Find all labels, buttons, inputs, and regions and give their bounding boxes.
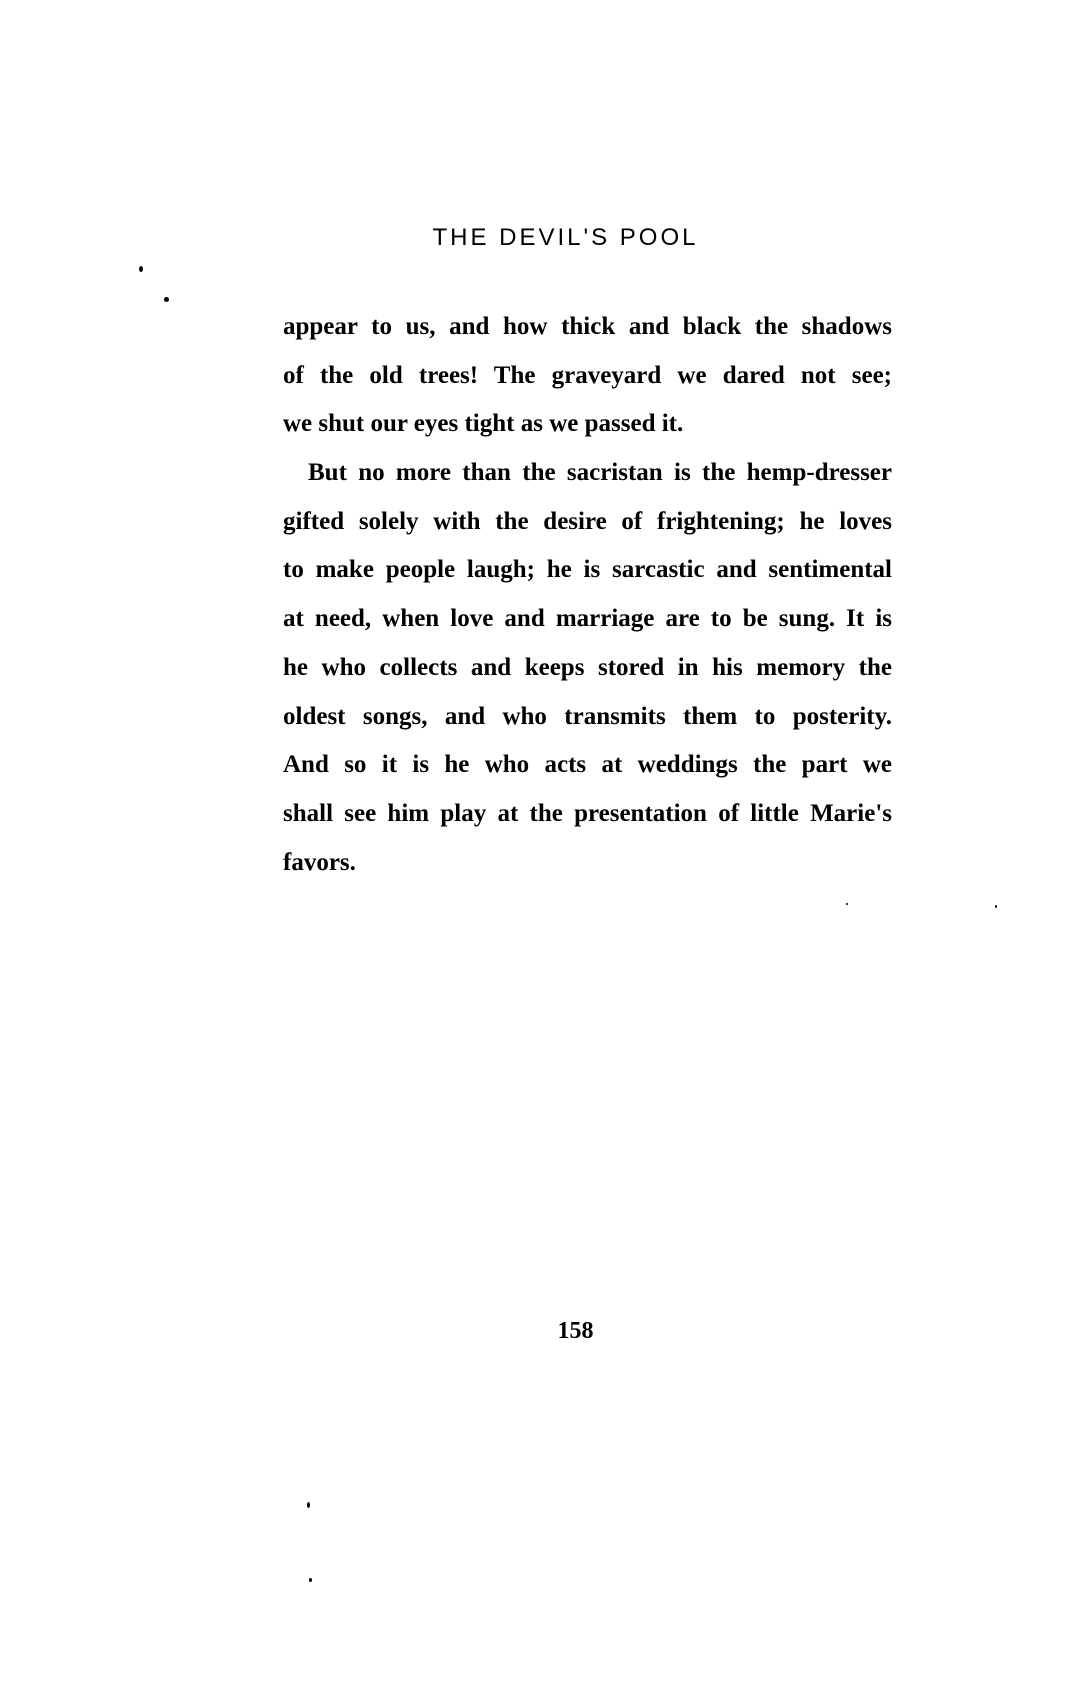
text-line: But no more than the sacristan is the hemp-dresser: [308, 459, 892, 487]
body-text: [283, 306, 892, 890]
scan-speck: [846, 903, 848, 905]
text-line: oldest songs, and who transmits them to posterity.: [283, 702, 892, 730]
page-number: 158: [557, 1318, 594, 1344]
scan-speck: [164, 297, 169, 302]
scan-speck: [307, 1502, 310, 1508]
scan-speck: [139, 266, 143, 272]
text-line: gifted solely with the desire of frightening; he loves: [283, 507, 892, 535]
text-line: at need, when love and marriage are to be sung. It is: [283, 605, 892, 633]
text-line: favors.: [283, 848, 356, 876]
text-line: And so it is he who acts at weddings the part we: [283, 751, 892, 779]
text-line: shall see him play at the presentation of little Marie's: [283, 799, 892, 827]
text-line: we shut our eyes tight as we passed it.: [283, 410, 684, 438]
scan-speck: [309, 1578, 312, 1582]
running-header: THE DEVIL'S POOL: [432, 224, 699, 251]
scan-speck: [995, 905, 997, 908]
text-line: appear to us, and how thick and black the shadows: [283, 313, 892, 340]
text-line: of the old trees! The graveyard we dared not see;: [283, 361, 892, 389]
text-line: he who collects and keeps stored in his memory the: [283, 653, 892, 681]
text-line: to make people laugh; he is sarcastic and sentimental: [283, 556, 892, 584]
